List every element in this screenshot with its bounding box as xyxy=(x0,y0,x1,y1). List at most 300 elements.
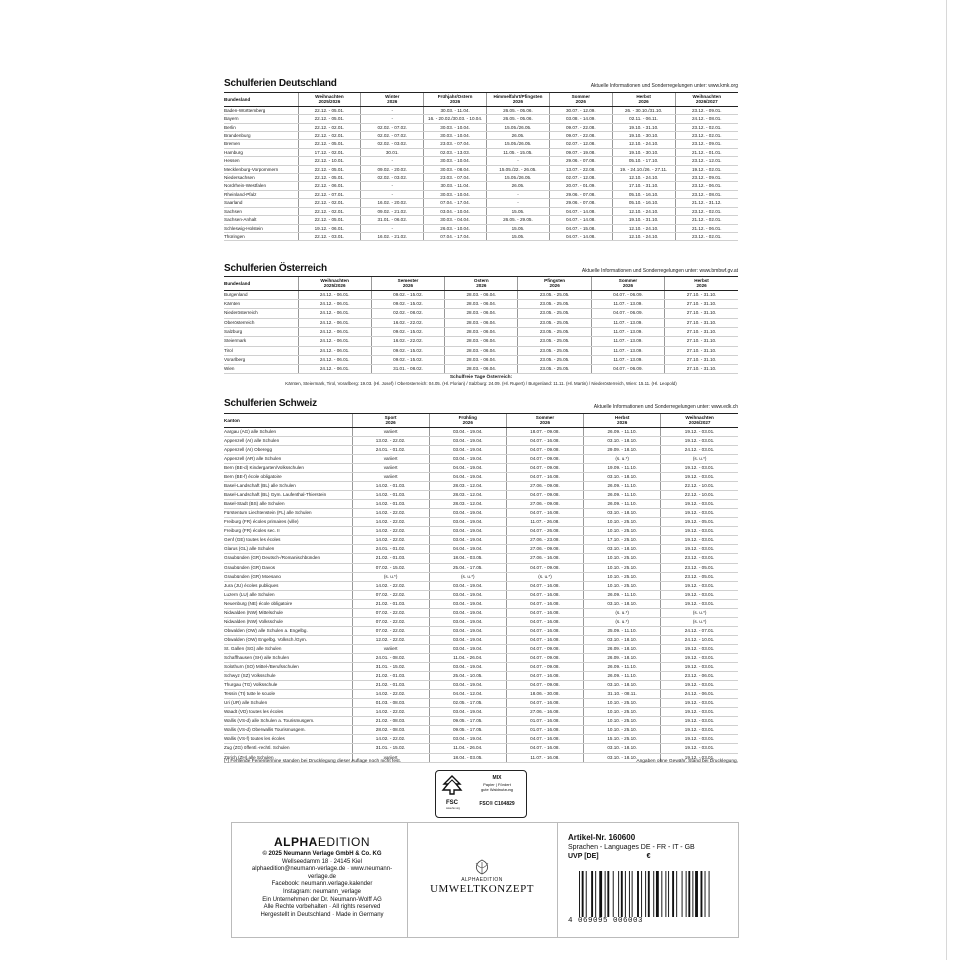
holiday-dates: 04.07. - 16.08. xyxy=(506,608,583,617)
holiday-dates: 02.02. - 07.02. xyxy=(361,132,424,140)
region-name: Burgenland xyxy=(224,290,298,299)
region-name: Niedersachsen xyxy=(224,174,298,182)
holiday-dates: 03.04. - 19.04. xyxy=(429,536,506,545)
column-header-label: Weihnachten xyxy=(320,278,349,283)
barcode-bar xyxy=(625,871,626,917)
holiday-dates: 04.07. - 14.08. xyxy=(549,207,612,215)
holiday-dates: 04.07. - 16.08. xyxy=(506,581,583,590)
column-header-label: Himmelfahrt/Pfingsten xyxy=(493,94,543,99)
table-row xyxy=(224,309,738,318)
holiday-dates: 04.07. - 16.08. xyxy=(506,744,583,753)
holiday-dates: 04.07. - 16.08. xyxy=(506,617,583,626)
table-row xyxy=(224,672,738,681)
section-info: Aktuelle Informationen und Sonderregelungen unter: www.kmk.org xyxy=(590,83,738,89)
holiday-dates: 09.02. - 15.02. xyxy=(371,300,444,309)
holiday-dates: 07.02. - 22.02. xyxy=(352,626,429,635)
holiday-dates: 27.06. - 09.08. xyxy=(506,500,583,509)
fsc-paper-text xyxy=(470,783,524,792)
column-header-year: 2026 xyxy=(387,99,398,105)
holiday-dates: 26.09. - 18.10. xyxy=(584,653,661,662)
holiday-dates: 03.10. - 18.10. xyxy=(584,753,661,762)
holiday-dates: 04.07. - 09.08. xyxy=(506,663,583,672)
table-row xyxy=(224,545,738,554)
holiday-dates: 19.12. - 03.01. xyxy=(661,581,738,590)
holiday-dates: 01.07. - 16.08. xyxy=(506,726,583,735)
region-name: Kärnten xyxy=(224,300,298,309)
holiday-dates: 19.12. - 03.01. xyxy=(661,644,738,653)
holiday-dates: 16.02. - 20.02. xyxy=(361,199,424,207)
imprint-line: © 2025 Neumann Verlage GmbH & Co. KG xyxy=(262,851,382,857)
holiday-dates: 28.03. - 12.04. xyxy=(429,482,506,491)
holiday-dates: 19.10. - 31.10. xyxy=(612,123,675,131)
holiday-dates: 24.12. - 03.01. xyxy=(661,445,738,454)
table-row xyxy=(224,635,738,644)
barcode-bar xyxy=(665,871,666,917)
holiday-dates: 19.12. - 03.01. xyxy=(661,527,738,536)
holiday-dates: 23.12. - 06.01. xyxy=(675,182,738,190)
holiday-dates: 19.12. - 03.01. xyxy=(661,699,738,708)
barcode-bar xyxy=(591,871,593,917)
region-name: Basel-Landschaft (BL) alle Schulen xyxy=(224,482,352,491)
holiday-dates: variiert xyxy=(352,427,429,436)
holiday-dates: 04.07. - 14.08. xyxy=(549,232,612,240)
region-name: Vorarlberg xyxy=(224,355,298,364)
holiday-dates: 20.07. - 01.09. xyxy=(549,182,612,190)
holiday-dates: 10.10. - 25.10. xyxy=(584,699,661,708)
table-row xyxy=(224,355,738,364)
table-row xyxy=(224,681,738,690)
section-title: Schulferien Österreich xyxy=(224,263,327,274)
holiday-dates: 23.12. - 09.01. xyxy=(675,106,738,114)
holiday-dates: 07.02. - 22.02. xyxy=(352,617,429,626)
region-name: Schwyz (SZ) Volksschule xyxy=(224,672,352,681)
holiday-dates: 16.02. - 22.02. xyxy=(371,337,444,346)
region-name: Basel-Landschaft (BL) Gym. Laufenthal-Thierstein xyxy=(224,491,352,500)
holiday-dates: 27.10. - 31.10. xyxy=(665,355,738,364)
holiday-dates: - xyxy=(361,115,424,123)
holiday-dates: 28.03. - 06.04. xyxy=(445,365,518,374)
region-name: Sachsen-Anhalt xyxy=(224,216,298,224)
holiday-dates: 03.04. - 19.04. xyxy=(429,617,506,626)
column-header-year: 2026 xyxy=(549,283,560,289)
holiday-dates: 24.12. - 10.01. xyxy=(661,635,738,644)
column-header xyxy=(584,414,661,428)
holiday-dates: 23.12. - 06.01. xyxy=(661,672,738,681)
holiday-dates: - xyxy=(487,157,550,165)
holiday-dates: 21.02. - 01.03. xyxy=(352,554,429,563)
holiday-dates: 27.10. - 31.10. xyxy=(665,337,738,346)
column-header-label: Pfingsten xyxy=(544,278,566,283)
region-name: Hessen xyxy=(224,157,298,165)
holiday-dates: 10.10. - 25.10. xyxy=(584,563,661,572)
barcode-bar xyxy=(637,871,639,917)
holiday-dates: 31.10. - 08.11. xyxy=(584,690,661,699)
holiday-dates: 25.09. - 11.10. xyxy=(584,626,661,635)
barcode-bar xyxy=(668,871,669,917)
holiday-dates: 25.04. - 17.05. xyxy=(429,563,506,572)
table-row xyxy=(224,536,738,545)
region-name: Bayern xyxy=(224,115,298,123)
school-free-days-text: Kärnten, Steiermark, Tirol, Vorarlberg: 19.03. (Hl. Josef) / Oberösterreich: 04.05. (Hl. Florian) / Salzburg: 24.09. (Hl. Rupert) / Burgenland: 11.11. (Hl. Martin) / Niederösterreich, Wien: 15.11. (Hl. Leopold) xyxy=(285,381,677,386)
section-info: Aktuelle Informationen und Sonderregelungen unter: www.bmbwf.gv.at xyxy=(581,268,738,274)
holiday-dates: 10.10. - 25.10. xyxy=(584,554,661,563)
holiday-dates: 04.07. - 15.08. xyxy=(549,224,612,232)
holiday-dates: 04.07. - 16.08. xyxy=(506,735,583,744)
holiday-dates: 04.07. - 16.08. xyxy=(506,699,583,708)
holiday-dates: 02.02. - 08.02. xyxy=(371,309,444,318)
region-name: Thurgau (TG) Volksschule xyxy=(224,681,352,690)
holiday-dates: - xyxy=(361,106,424,114)
holiday-dates: 17.12. - 02.01. xyxy=(298,148,361,156)
table-row xyxy=(224,518,738,527)
column-header-label: Weihnachten xyxy=(315,94,344,99)
holiday-dates: 13.07. - 22.08. xyxy=(549,165,612,173)
region-name: Saarland xyxy=(224,199,298,207)
table-row xyxy=(224,735,738,744)
holiday-dates: 23.05. - 25.05. xyxy=(518,365,591,374)
table-row xyxy=(224,148,738,156)
table-row xyxy=(224,581,738,590)
holiday-dates: 03.04. - 19.04. xyxy=(429,635,506,644)
holiday-dates: 02.02. - 03.02. xyxy=(361,174,424,182)
section-germany xyxy=(224,78,738,258)
holiday-dates: 05.10. - 16.10. xyxy=(612,190,675,198)
holiday-dates: 15.05./22. - 26.05. xyxy=(487,165,550,173)
table-row xyxy=(224,132,738,140)
holiday-dates: 27.10. - 31.10. xyxy=(665,300,738,309)
holiday-dates: 24.12. - 06.01. xyxy=(661,690,738,699)
column-header xyxy=(224,277,298,291)
barcode-bar xyxy=(618,871,619,917)
holiday-dates: 30.03. - 10.04. xyxy=(424,132,487,140)
region-name: Nordrhein-Westfalen xyxy=(224,182,298,190)
holiday-dates: 19.09. - 11.10. xyxy=(584,464,661,473)
table-row xyxy=(224,500,738,509)
holiday-dates: 30.03. - 10.04. xyxy=(424,157,487,165)
holiday-dates: 04.07. - 09.08. xyxy=(506,644,583,653)
holiday-dates: 09.02. - 15.02. xyxy=(371,355,444,364)
column-header xyxy=(371,277,444,291)
article-number: Artikel-Nr. 160600 xyxy=(568,833,636,842)
holiday-dates: 30.07. - 12.09. xyxy=(549,106,612,114)
holiday-dates: 28.03. - 06.04. xyxy=(445,346,518,355)
disclaimer: Angaben ohne Gewähr. Stand bei Drucklegung. xyxy=(636,759,738,764)
region-name: Wien xyxy=(224,365,298,374)
barcode-bar xyxy=(701,871,703,917)
holiday-dates: 19.12. - 03.01. xyxy=(661,436,738,445)
holiday-dates: 10.10. - 25.10. xyxy=(584,527,661,536)
column-header-year: 2026 xyxy=(617,420,628,426)
holiday-dates: 28.03. - 12.04. xyxy=(429,491,506,500)
holiday-dates: 14.02. - 01.03. xyxy=(352,491,429,500)
holiday-dates: 22.12. - 05.01. xyxy=(298,216,361,224)
fsc-line1: Papier | Fördert xyxy=(483,782,511,787)
holiday-dates: 11.04. - 26.04. xyxy=(429,744,506,753)
holiday-dates: variiert xyxy=(352,464,429,473)
region-name: Wallis (VS-f) toutes les écoles xyxy=(224,735,352,744)
fsc-mix-logo xyxy=(435,770,527,818)
holiday-dates: 15.05./26.05. xyxy=(487,140,550,148)
holiday-dates: 23.12. - 05.01. xyxy=(661,563,738,572)
region-name: Rheinland-Pfalz xyxy=(224,190,298,198)
table-row xyxy=(224,590,738,599)
holiday-dates: 11.07. - 13.09. xyxy=(591,300,664,309)
column-header xyxy=(591,277,664,291)
holiday-dates: 03.04. - 19.04. xyxy=(429,427,506,436)
holiday-dates: 03.10. - 18.10. xyxy=(584,744,661,753)
holiday-dates: 04.07. - 09.08. xyxy=(506,563,583,572)
region-name: Bremen xyxy=(224,140,298,148)
alphaedition-logo xyxy=(242,835,402,849)
holiday-dates: 27.10. - 31.10. xyxy=(665,290,738,299)
holiday-dates: 30.03. - 10.04. xyxy=(424,190,487,198)
holiday-dates: 28.03. - 06.04. xyxy=(445,318,518,327)
holiday-dates: 03.10. - 18.10. xyxy=(584,436,661,445)
barcode-digits: 4 069095 006003 xyxy=(568,917,644,925)
holiday-dates: 03.04. - 19.04. xyxy=(429,735,506,744)
holiday-dates: 19.12. - 03.01. xyxy=(661,663,738,672)
fsc-url: www.fsc.org xyxy=(446,807,460,810)
table-row xyxy=(224,699,738,708)
holiday-dates: 04.07. - 26.08. xyxy=(506,527,583,536)
holiday-dates: 03.04. - 10.04. xyxy=(424,207,487,215)
holiday-dates: 22.12. - 07.01. xyxy=(298,190,361,198)
holiday-dates: 26.05. - 05.06. xyxy=(487,106,550,114)
imprint-line: Instagram: neumann_verlage xyxy=(282,888,362,895)
holiday-dates: 22.12. - 03.01. xyxy=(298,232,361,240)
holiday-dates: 01.03. - 08.03. xyxy=(352,699,429,708)
holiday-dates: 03.04. - 19.04. xyxy=(429,681,506,690)
holiday-dates: 30.03. - 11.04. xyxy=(424,106,487,114)
region-name: Zürich (ZH) alle Schulen xyxy=(224,753,352,762)
holiday-dates: 10.10. - 25.10. xyxy=(584,572,661,581)
holiday-dates: 19. - 24.10./26. - 27.11. xyxy=(612,165,675,173)
holiday-dates: 09.07. - 22.08. xyxy=(549,132,612,140)
holiday-dates: (s. u.*) xyxy=(352,572,429,581)
imprint xyxy=(238,851,406,919)
holiday-dates: 14.02. - 22.02. xyxy=(352,509,429,518)
column-header-year: 2026 xyxy=(385,420,396,426)
barcode-bar xyxy=(599,871,602,917)
region-name: Tirol xyxy=(224,346,298,355)
holiday-dates: 19.10. - 30.10. xyxy=(612,132,675,140)
holiday-dates: 21.02. - 01.03. xyxy=(352,681,429,690)
holiday-dates: 30.03. - 08.04. xyxy=(424,165,487,173)
holiday-dates: 24.12. - 08.01. xyxy=(675,115,738,123)
holiday-dates: 04.07. - 16.08. xyxy=(506,509,583,518)
holiday-dates: 03.10. - 18.10. xyxy=(584,635,661,644)
holiday-dates: variiert xyxy=(352,454,429,463)
holiday-dates: 16.02. - 22.02. xyxy=(371,318,444,327)
table-row xyxy=(224,199,738,207)
holiday-dates: 23.03. - 07.04. xyxy=(424,140,487,148)
region-name: Niederösterreich xyxy=(224,309,298,318)
table-row xyxy=(224,436,738,445)
holiday-dates: 04.07. - 16.08. xyxy=(506,599,583,608)
holiday-table-switzerland xyxy=(224,413,738,763)
holiday-dates: 14.02. - 22.02. xyxy=(352,581,429,590)
holiday-dates: 28.03. - 06.04. xyxy=(445,337,518,346)
holiday-dates: 09.02. - 15.02. xyxy=(371,346,444,355)
holiday-dates: 17.10. - 31.10. xyxy=(612,182,675,190)
barcode-bar xyxy=(645,871,646,917)
holiday-dates: - xyxy=(361,182,424,190)
region-name: Zug (ZG) öffentl.-rechtl. Schulen xyxy=(224,744,352,753)
imprint-line: Wellseedamm 18 · 24145 Kiel xyxy=(282,858,362,865)
column-header-year: 2026 xyxy=(575,99,586,105)
table-row xyxy=(224,626,738,635)
region-name: Freiburg (FR) écoles primaires (ville) xyxy=(224,518,352,527)
holiday-dates: 11.07. - 13.09. xyxy=(591,346,664,355)
table-row xyxy=(224,554,738,563)
holiday-dates: 15.05. xyxy=(487,232,550,240)
holiday-dates: 04.07. - 09.08. xyxy=(506,454,583,463)
holiday-dates: 04.04. - 19.04. xyxy=(429,464,506,473)
barcode-bar xyxy=(692,871,693,917)
holiday-dates: 11.04. - 26.04. xyxy=(429,653,506,662)
region-name: Appenzell (AI) alle Schulen xyxy=(224,436,352,445)
holiday-dates: 23.12. - 02.01. xyxy=(675,232,738,240)
holiday-dates: - xyxy=(361,190,424,198)
holiday-dates: 19.12. - 03.01. xyxy=(661,744,738,753)
holiday-dates: 19.12. - 03.01. xyxy=(661,509,738,518)
table-row xyxy=(224,608,738,617)
region-name: Mecklenburg-Vorpommern xyxy=(224,165,298,173)
holiday-dates: 24.01. - 08.02. xyxy=(352,653,429,662)
footnote: (*) Fehlende Ferientermine standen bei Drucklegung dieser Auflage noch nicht fest. xyxy=(224,759,402,764)
table-row xyxy=(224,224,738,232)
column-header xyxy=(298,277,371,291)
holiday-dates: 28.03. - 06.04. xyxy=(445,355,518,364)
holiday-dates: 21.12. - 06.01. xyxy=(675,224,738,232)
holiday-dates: 11.05. - 15.05. xyxy=(487,148,550,156)
column-header-label: Frühling xyxy=(458,415,477,420)
brand-bold: ALPHA xyxy=(273,835,318,849)
holiday-dates: 21.12. - 01.01. xyxy=(675,148,738,156)
holiday-dates: 11.07. - 13.09. xyxy=(591,318,664,327)
holiday-dates: 03.04. - 19.04. xyxy=(429,644,506,653)
holiday-dates: 24.12. - 06.01. xyxy=(298,290,371,299)
holiday-dates: 26.09. - 11.10. xyxy=(584,672,661,681)
holiday-dates: 09.05. - 17.05. xyxy=(429,726,506,735)
school-free-days-title: Schulfreie Tage Österreich: xyxy=(449,375,513,380)
holiday-dates: 04.07. - 06.09. xyxy=(591,365,664,374)
holiday-dates: 26.09. - 11.10. xyxy=(584,482,661,491)
holiday-dates: 04.07. - 16.08. xyxy=(506,590,583,599)
holiday-dates: 10.10. - 25.10. xyxy=(584,708,661,717)
region-name: Nidwalden (NW) Mittelschule xyxy=(224,608,352,617)
holiday-dates: 24.12. - 06.01. xyxy=(298,346,371,355)
region-name: Neuenburg (NE) école obligatoire xyxy=(224,599,352,608)
table-row xyxy=(224,464,738,473)
article-info xyxy=(568,833,733,860)
table-row xyxy=(224,527,738,536)
column-header-year: 2026/2027 xyxy=(688,420,711,426)
holiday-dates: 24.12. - 06.01. xyxy=(298,328,371,337)
holiday-dates: 02.03. - 13.03. xyxy=(424,148,487,156)
holiday-dates: 24.01. - 01.02. xyxy=(352,545,429,554)
table-row xyxy=(224,115,738,123)
holiday-dates: 31.01. - 15.02. xyxy=(352,744,429,753)
column-header xyxy=(665,277,738,291)
holiday-dates: 19.12. - 03.01. xyxy=(661,735,738,744)
table-row xyxy=(224,427,738,436)
column-header-year: 2025/2026 xyxy=(318,99,341,105)
holiday-dates: 28.03. - 06.04. xyxy=(445,309,518,318)
holiday-dates: 23.12. - 12.01. xyxy=(675,157,738,165)
holiday-dates: (s. u.*) xyxy=(506,572,583,581)
holiday-dates: 10.10. - 25.10. xyxy=(584,726,661,735)
holiday-dates: 19.12. - 05.01. xyxy=(661,518,738,527)
holiday-dates: 05.10. - 17.10. xyxy=(612,157,675,165)
fsc-logo-text: FSC xyxy=(446,800,458,806)
holiday-dates: 03.04. - 19.04. xyxy=(429,518,506,527)
holiday-dates: 31.01. - 08.02. xyxy=(371,365,444,374)
holiday-dates: 18.04. - 03.05. xyxy=(429,554,506,563)
region-name: Oberösterreich xyxy=(224,318,298,327)
holiday-dates: 13.02. - 22.02. xyxy=(352,436,429,445)
region-name: Schleswig-Holstein xyxy=(224,224,298,232)
table-row xyxy=(224,726,738,735)
holiday-dates: 15.10. - 25.10. xyxy=(584,735,661,744)
holiday-dates: 27.06. - 16.08. xyxy=(506,554,583,563)
column-header xyxy=(675,93,738,107)
region-name: Tessin (TI) tutte le scuole xyxy=(224,690,352,699)
holiday-dates: 07.02. - 22.02. xyxy=(352,608,429,617)
holiday-dates: 24.12. - 07.01. xyxy=(661,626,738,635)
holiday-dates: 29.06. - 07.08. xyxy=(549,157,612,165)
region-name: Steiermark xyxy=(224,337,298,346)
holiday-dates: 03.04. - 19.04. xyxy=(429,590,506,599)
region-name: Obwalden (OW) alle Schulen a. Engelbg. xyxy=(224,626,352,635)
barcode-bar xyxy=(705,871,706,917)
imprint-line: Hergestellt in Deutschland · Made in Germany xyxy=(260,911,384,918)
holiday-dates: 26.09. - 11.10. xyxy=(584,491,661,500)
holiday-dates: 04.04. - 19.04. xyxy=(429,545,506,554)
holiday-dates: 11.07. - 13.09. xyxy=(591,337,664,346)
region-name: Salzburg xyxy=(224,328,298,337)
holiday-dates: 24.12. - 06.01. xyxy=(298,300,371,309)
region-name: Brandenburg xyxy=(224,132,298,140)
holiday-dates: 11.07. - 13.09. xyxy=(591,355,664,364)
holiday-dates: 23.12. - 03.01. xyxy=(661,554,738,563)
barcode-bar xyxy=(648,871,650,917)
holiday-dates: 04.07. - 09.08. xyxy=(506,445,583,454)
holiday-dates: 21.02. - 01.03. xyxy=(352,672,429,681)
imprint-line: Alle Rechte vorbehalten · All rights reserved xyxy=(263,904,381,911)
holiday-dates: 15.05. xyxy=(487,224,550,232)
holiday-dates: 26.05. xyxy=(487,182,550,190)
holiday-dates: 02.02. - 03.02. xyxy=(361,140,424,148)
barcode-bar xyxy=(709,871,710,917)
holiday-dates: 30.03. - 10.04. xyxy=(424,123,487,131)
holiday-dates: 12.02. - 22.02. xyxy=(352,635,429,644)
holiday-dates: 04.07. - 09.08. xyxy=(506,653,583,662)
holiday-dates: 19.12. - 03.01. xyxy=(661,590,738,599)
table-row xyxy=(224,563,738,572)
holiday-dates: 11.07. - 13.09. xyxy=(591,328,664,337)
barcode-bar xyxy=(605,871,606,917)
column-header-label: Sport xyxy=(384,415,397,420)
section-switzerland xyxy=(224,398,738,768)
table-row xyxy=(224,106,738,114)
holiday-dates: 23.03. - 07.04. xyxy=(424,174,487,182)
holiday-dates: 04.07. - 06.09. xyxy=(591,290,664,299)
umweltkonzept-logo xyxy=(407,823,557,937)
region-name: Baden-Württemberg xyxy=(224,106,298,114)
holiday-dates: 19.12. - 03.01. xyxy=(661,473,738,482)
holiday-dates: 23.12. - 02.01. xyxy=(675,207,738,215)
